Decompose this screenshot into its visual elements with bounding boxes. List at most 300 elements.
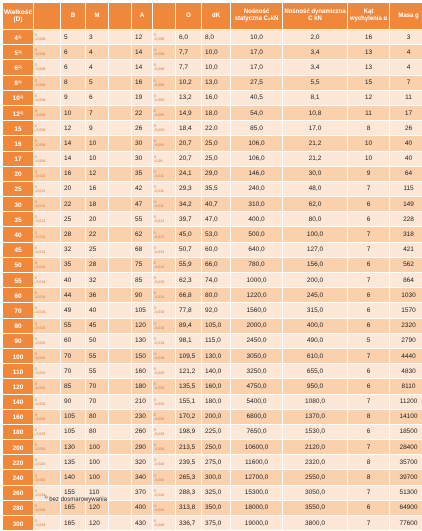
- tolerance-lower: -0,008: [35, 113, 46, 118]
- b-value: 14: [61, 152, 85, 166]
- dynamic-load-value: 62,0: [283, 197, 347, 211]
- b-value: 44: [61, 288, 85, 302]
- tolerance-lower: -0,030: [35, 462, 46, 467]
- blank-cell: [109, 425, 131, 439]
- blank-cell: [109, 288, 131, 302]
- tolerance-upper: 0: [35, 215, 37, 220]
- size-tolerance: [34, 182, 60, 196]
- static-load-value: 18000,0: [231, 501, 282, 515]
- dynamic-load-value: 8,1: [283, 91, 347, 105]
- size-value: 30: [14, 201, 22, 209]
- tilt-angle-value: 6: [348, 212, 389, 226]
- tolerance-lower: -0,045: [154, 523, 165, 528]
- tilt-angle-value: 7: [348, 273, 389, 287]
- size-tolerance: [34, 379, 60, 393]
- size-value: 60: [14, 292, 22, 300]
- static-load-value: 1560,0: [231, 303, 282, 317]
- table-row: [3, 349, 422, 363]
- tolerance-lower: -0,013: [154, 234, 165, 239]
- blank-cell: [109, 303, 131, 317]
- size-footnote-mark: 1): [18, 79, 22, 85]
- tolerance-lower: -0,012: [35, 264, 46, 269]
- dynamic-load-value: 2550,0: [283, 470, 347, 484]
- m-value: 28: [86, 258, 108, 272]
- a-tolerance: [153, 379, 175, 393]
- dynamic-load-value: 21,2: [283, 152, 347, 166]
- size-cell: [3, 486, 33, 500]
- dynamic-load-value: 1370,0: [283, 410, 347, 424]
- b-value: 14: [61, 136, 85, 150]
- tolerance-upper: 0: [35, 78, 37, 83]
- static-load-value: 40,5: [231, 91, 282, 105]
- m-value: 100: [86, 440, 108, 454]
- size-tolerance: [34, 395, 60, 409]
- tilt-angle-value: 8: [348, 410, 389, 424]
- tolerance-upper: 0: [154, 458, 156, 463]
- table-row: [3, 379, 422, 393]
- b-value: 5: [61, 30, 85, 44]
- size-cell: [3, 212, 33, 226]
- mass-value: 4: [390, 60, 422, 74]
- tolerance-upper: 0: [154, 291, 156, 296]
- dk-value: 180,0: [202, 395, 230, 409]
- tolerance-lower: -0,040: [154, 492, 165, 497]
- table-row: [3, 303, 422, 317]
- b-value: 85: [61, 379, 85, 393]
- size-value: 45: [14, 247, 22, 255]
- size-footnote-mark: 1): [19, 94, 24, 100]
- size-value: 17: [14, 156, 22, 164]
- tolerance-lower: -0,008: [154, 52, 165, 57]
- tolerance-upper: 0: [35, 139, 37, 144]
- tolerance-lower: -0,013: [154, 249, 165, 254]
- mass-value: 421: [390, 243, 422, 257]
- tilt-angle-value: 13: [348, 60, 389, 74]
- a-tolerance: [153, 273, 175, 287]
- b-value: 105: [61, 410, 85, 424]
- size-cell: [3, 30, 33, 44]
- tilt-angle-value: 7: [348, 440, 389, 454]
- a-tolerance: [153, 258, 175, 272]
- header-mass: Masa g: [390, 3, 422, 29]
- tolerance-upper: 0: [154, 321, 156, 326]
- tolerance-upper: 0: [35, 276, 37, 281]
- o-value: 313,8: [176, 501, 201, 515]
- mass-value: 1030: [390, 288, 422, 302]
- tolerance-upper: 0: [154, 63, 156, 68]
- tolerance-lower: -0,040: [154, 477, 165, 482]
- size-tolerance: [34, 60, 60, 74]
- o-value: 336,7: [176, 516, 201, 530]
- header-a: A: [132, 3, 152, 29]
- a-value: 14: [132, 60, 152, 74]
- b-value: 155: [61, 486, 85, 500]
- size-cell: [3, 288, 33, 302]
- a-value: 19: [132, 91, 152, 105]
- o-value: 55,9: [176, 258, 201, 272]
- m-value: 50: [86, 334, 108, 348]
- size-value: 240: [12, 475, 24, 483]
- tolerance-upper: 0: [154, 473, 156, 478]
- tolerance-lower: -0,015: [154, 325, 165, 330]
- dk-value: 160,0: [202, 379, 230, 393]
- m-value: 3: [86, 30, 108, 44]
- blank-cell: [109, 45, 131, 59]
- tolerance-upper: 0: [154, 200, 156, 205]
- static-load-value: 2450,0: [231, 334, 282, 348]
- size-value: 55: [14, 277, 22, 285]
- tolerance-upper: 0: [35, 458, 37, 463]
- mass-value: 4440: [390, 349, 422, 363]
- blank-cell: [109, 197, 131, 211]
- tilt-angle-value: 6: [348, 258, 389, 272]
- blank-cell: [109, 516, 131, 530]
- size-tolerance: [34, 425, 60, 439]
- size-tolerance: [34, 30, 60, 44]
- dk-value: 25,0: [202, 136, 230, 150]
- blank-cell: [109, 76, 131, 90]
- dk-value: 80,0: [202, 288, 230, 302]
- m-value: 5: [86, 76, 108, 90]
- tolerance-lower: -0,012: [35, 219, 46, 224]
- size-tolerance: [34, 470, 60, 484]
- dynamic-load-value: 490,0: [283, 334, 347, 348]
- a-value: 130: [132, 334, 152, 348]
- size-cell: [3, 258, 33, 272]
- table-row: [3, 470, 422, 484]
- footnote: [44, 494, 107, 503]
- dk-value: 29,0: [202, 167, 230, 181]
- size-value: 260: [12, 490, 24, 498]
- tolerance-upper: 0: [35, 306, 37, 311]
- tilt-angle-value: 13: [348, 45, 389, 59]
- tolerance-upper: 0: [35, 291, 37, 296]
- dynamic-load-value: 100,0: [283, 227, 347, 241]
- tolerance-lower: -0,013: [154, 219, 165, 224]
- size-tolerance: [34, 227, 60, 241]
- tilt-angle-value: 7: [348, 182, 389, 196]
- size-cell: [3, 152, 33, 166]
- a-tolerance: [153, 501, 175, 515]
- tolerance-lower: -0,025: [35, 416, 46, 421]
- table-body: [3, 30, 422, 530]
- static-load-value: 4750,0: [231, 379, 282, 393]
- a-tolerance: [153, 455, 175, 469]
- size-value: 120: [12, 383, 24, 391]
- static-load-value: 640,0: [231, 243, 282, 257]
- tolerance-lower: -0,012: [35, 249, 46, 254]
- a-value: 180: [132, 379, 152, 393]
- blank-cell: [109, 501, 131, 515]
- a-tolerance: [153, 136, 175, 150]
- table-row: [3, 410, 422, 424]
- size-value: 280: [12, 505, 24, 513]
- o-value: 98,1: [176, 334, 201, 348]
- size-value: 80: [14, 323, 22, 331]
- tolerance-lower: -0,040: [154, 507, 165, 512]
- size-cell: [3, 410, 33, 424]
- blank-cell: [109, 258, 131, 272]
- static-load-value: 12700,0: [231, 470, 282, 484]
- header-o: O: [176, 3, 201, 29]
- tolerance-upper: 0: [154, 367, 156, 372]
- tolerance-upper: 0: [154, 78, 156, 83]
- size-tolerance: [34, 364, 60, 378]
- a-tolerance: [153, 91, 175, 105]
- a-tolerance: [153, 106, 175, 120]
- tolerance-lower: -0,025: [154, 386, 165, 391]
- dynamic-load-value: 2,0: [283, 30, 347, 44]
- tolerance-upper: 0: [154, 245, 156, 250]
- a-value: 430: [132, 516, 152, 530]
- a-tolerance: [153, 319, 175, 333]
- dynamic-load-value: 3,4: [283, 60, 347, 74]
- dk-value: 10,0: [202, 45, 230, 59]
- a-value: 150: [132, 349, 152, 363]
- dynamic-load-value: 3800,0: [283, 516, 347, 530]
- tolerance-lower: -0,012: [35, 234, 46, 239]
- tolerance-lower: -0,030: [154, 401, 165, 406]
- dk-value: 105,0: [202, 319, 230, 333]
- o-value: 7,7: [176, 60, 201, 74]
- header-size-tolerance: [34, 3, 60, 29]
- table-row: [3, 182, 422, 196]
- size-cell: [3, 45, 33, 59]
- tilt-angle-value: 6: [348, 197, 389, 211]
- m-value: 80: [86, 410, 108, 424]
- table-row: [3, 45, 422, 59]
- table-row: [3, 273, 422, 287]
- size-value: 160: [12, 414, 24, 422]
- mass-value: 115: [390, 182, 422, 196]
- size-tolerance: [34, 319, 60, 333]
- dk-value: 375,0: [202, 516, 230, 530]
- blank-cell: [109, 152, 131, 166]
- size-tolerance: [34, 136, 60, 150]
- m-value: 18: [86, 197, 108, 211]
- m-value: 55: [86, 364, 108, 378]
- table-row: [3, 152, 422, 166]
- dk-value: 130,0: [202, 349, 230, 363]
- tolerance-lower: -0,010: [35, 188, 46, 193]
- b-value: 9: [61, 91, 85, 105]
- dynamic-load-value: 3050,0: [283, 486, 347, 500]
- static-load-value: 54,0: [231, 106, 282, 120]
- tolerance-lower: -0,013: [154, 264, 165, 269]
- tilt-angle-value: 8: [348, 455, 389, 469]
- size-value: 6: [14, 64, 19, 72]
- a-tolerance: [153, 425, 175, 439]
- size-value: 20: [14, 171, 22, 179]
- tilt-angle-value: 6: [348, 425, 389, 439]
- dk-value: 35,5: [202, 182, 230, 196]
- a-tolerance: [153, 197, 175, 211]
- tilt-angle-value: 6: [348, 303, 389, 317]
- tolerance-lower: -0,008: [154, 67, 165, 72]
- mass-value: 562: [390, 258, 422, 272]
- b-value: 140: [61, 470, 85, 484]
- size-cell: [3, 76, 33, 90]
- tolerance-lower: -0,015: [154, 310, 165, 315]
- size-cell: [3, 106, 33, 120]
- blank-cell: [109, 227, 131, 241]
- size-tolerance: [34, 410, 60, 424]
- table-row: [3, 455, 422, 469]
- size-cell: [3, 334, 33, 348]
- tolerance-upper: 0: [35, 109, 37, 114]
- b-value: 6: [61, 45, 85, 59]
- o-value: 213,5: [176, 440, 201, 454]
- size-tolerance: [34, 273, 60, 287]
- b-value: 28: [61, 227, 85, 241]
- tolerance-lower: -0,035: [35, 492, 46, 497]
- m-value: 12: [86, 167, 108, 181]
- size-tolerance: [34, 258, 60, 272]
- a-tolerance: [153, 152, 175, 166]
- dk-value: 115,0: [202, 334, 230, 348]
- size-value: 4: [14, 34, 19, 42]
- tolerance-upper: 0: [154, 109, 156, 114]
- tolerance-lower: -0,09: [154, 158, 163, 163]
- tolerance-upper: 0: [154, 124, 156, 129]
- size-value: 40: [14, 232, 22, 240]
- a-value: 90: [132, 288, 152, 302]
- m-value: 7: [86, 106, 108, 120]
- m-value: 120: [86, 501, 108, 515]
- a-value: 85: [132, 273, 152, 287]
- a-value: 14: [132, 45, 152, 59]
- tolerance-upper: 0: [154, 276, 156, 281]
- static-load-value: 17,0: [231, 45, 282, 59]
- static-load-value: 15300,0: [231, 486, 282, 500]
- tolerance-lower: -0,035: [35, 523, 46, 528]
- dynamic-load-value: 655,0: [283, 364, 347, 378]
- dk-value: 225,0: [202, 425, 230, 439]
- dk-value: 74,0: [202, 273, 230, 287]
- b-value: 6: [61, 60, 85, 74]
- tolerance-upper: 0: [35, 124, 37, 129]
- a-tolerance: [153, 395, 175, 409]
- tolerance-lower: -0,015: [154, 295, 165, 300]
- dynamic-load-value: 10,8: [283, 106, 347, 120]
- size-value: 70: [14, 307, 22, 315]
- mass-value: 40: [390, 152, 422, 166]
- blank-cell: [109, 440, 131, 454]
- tolerance-lower: -0,010: [35, 204, 46, 209]
- m-value: 9: [86, 121, 108, 135]
- dynamic-load-value: 156,0: [283, 258, 347, 272]
- static-load-value: 3250,0: [231, 364, 282, 378]
- m-value: 4: [86, 60, 108, 74]
- static-load-value: 19000,0: [231, 516, 282, 530]
- o-value: 155,1: [176, 395, 201, 409]
- tolerance-lower: -0,009: [154, 97, 165, 102]
- a-value: 260: [132, 425, 152, 439]
- dynamic-load-value: 3550,0: [283, 501, 347, 515]
- size-tolerance: [34, 45, 60, 59]
- a-tolerance: [153, 76, 175, 90]
- tilt-angle-value: 7: [348, 243, 389, 257]
- o-value: 13,2: [176, 91, 201, 105]
- a-tolerance: [153, 440, 175, 454]
- table-row: [3, 425, 422, 439]
- size-cell: [3, 455, 33, 469]
- size-value: 220: [12, 459, 24, 467]
- size-tolerance: [34, 455, 60, 469]
- table-row: [3, 243, 422, 257]
- tolerance-lower: -0,040: [154, 462, 165, 467]
- size-value: 35: [14, 216, 22, 224]
- size-cell: [3, 273, 33, 287]
- size-tolerance: [34, 288, 60, 302]
- dk-value: 10,0: [202, 60, 230, 74]
- a-value: 12: [132, 30, 152, 44]
- tolerance-lower: -0,020: [35, 356, 46, 361]
- table-row: [3, 76, 422, 90]
- dynamic-load-value: 2120,0: [283, 440, 347, 454]
- tolerance-upper: 0: [154, 397, 156, 402]
- static-load-value: 7650,0: [231, 425, 282, 439]
- tolerance-lower: -0,008: [35, 37, 46, 42]
- tolerance-lower: -0,008: [35, 52, 46, 57]
- size-cell: [3, 60, 33, 74]
- a-value: 370: [132, 486, 152, 500]
- m-value: 70: [86, 379, 108, 393]
- tilt-angle-value: 7: [348, 227, 389, 241]
- blank-cell: [109, 136, 131, 150]
- blank-cell: [109, 455, 131, 469]
- blank-cell: [109, 243, 131, 257]
- dk-value: 13,0: [202, 76, 230, 90]
- m-value: 10: [86, 152, 108, 166]
- table-row: [3, 440, 422, 454]
- b-value: 60: [61, 334, 85, 348]
- dynamic-load-value: 1530,0: [283, 425, 347, 439]
- tilt-angle-value: 7: [348, 395, 389, 409]
- size-tolerance: [34, 91, 60, 105]
- blank-cell: [109, 30, 131, 44]
- tolerance-upper: 0: [154, 382, 156, 387]
- b-value: 12: [61, 121, 85, 135]
- b-value: 90: [61, 395, 85, 409]
- tolerance-lower: -0,035: [35, 507, 46, 512]
- a-value: 42: [132, 182, 152, 196]
- tolerance-upper: 0: [154, 230, 156, 235]
- dk-value: 25,0: [202, 152, 230, 166]
- o-value: 7,7: [176, 45, 201, 59]
- tilt-angle-value: 10: [348, 152, 389, 166]
- size-value: 50: [14, 262, 22, 270]
- tolerance-upper: 0: [35, 245, 37, 250]
- static-load-value: 5400,0: [231, 395, 282, 409]
- size-cell: [3, 440, 33, 454]
- table-row: [3, 106, 422, 120]
- a-value: 320: [132, 455, 152, 469]
- tolerance-upper: 0: [154, 306, 156, 311]
- size-value: 90: [14, 338, 22, 346]
- tolerance-upper: 0: [35, 169, 37, 174]
- tolerance-lower: -0,008: [35, 97, 46, 102]
- table-row: [3, 212, 422, 226]
- mass-value: 39700: [390, 470, 422, 484]
- o-value: 20,7: [176, 152, 201, 166]
- size-tolerance: [34, 334, 60, 348]
- a-value: 340: [132, 470, 152, 484]
- size-tolerance: [34, 212, 60, 226]
- mass-value: 11: [390, 91, 422, 105]
- tolerance-upper: 0: [154, 412, 156, 417]
- mass-value: 26: [390, 121, 422, 135]
